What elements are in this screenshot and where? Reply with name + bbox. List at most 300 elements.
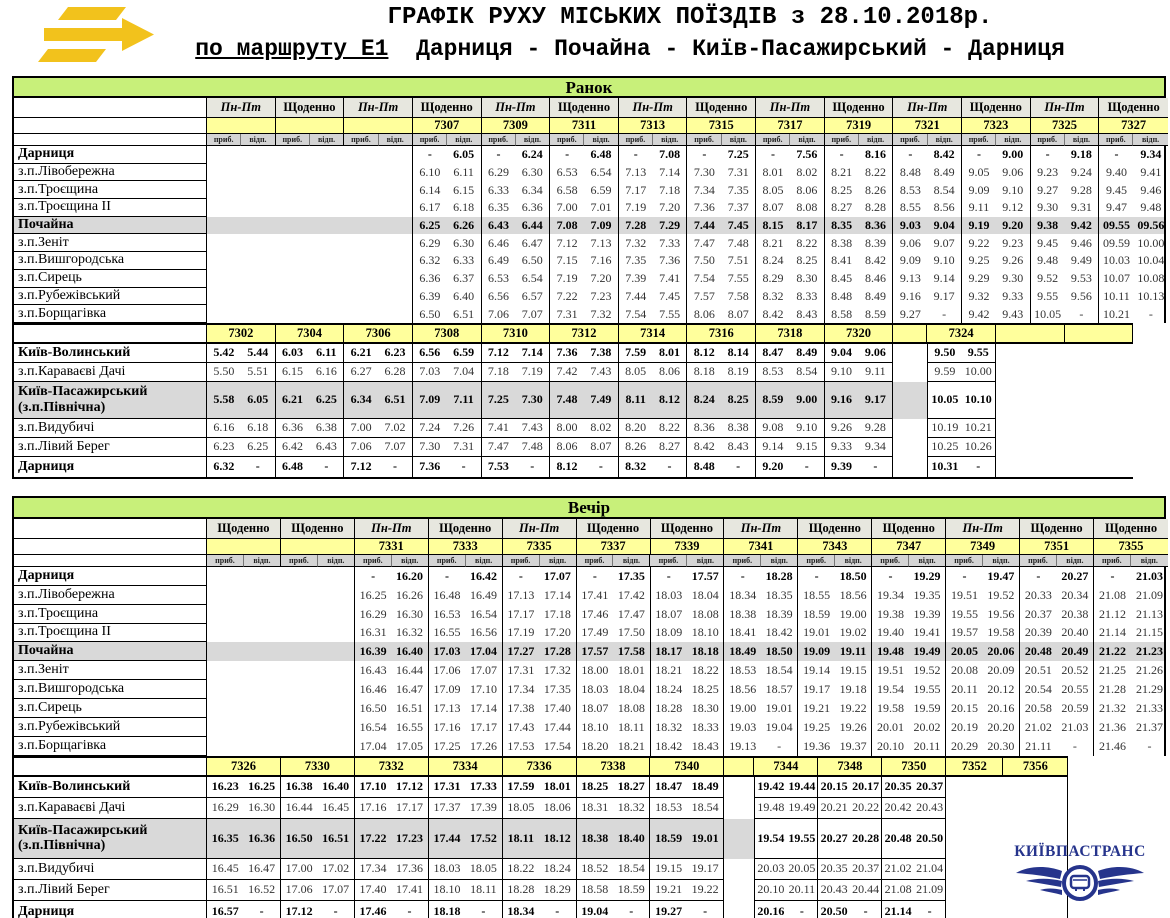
depart-label: відп. [653, 134, 687, 146]
arrival-time: 7.18 [487, 364, 509, 379]
arrival-time: 6.48 [282, 459, 304, 474]
departure-time: 18.12 [543, 830, 571, 845]
time-cell [482, 234, 551, 252]
time-cell [798, 680, 872, 699]
arrival-time: 10.21 [1102, 306, 1130, 321]
time-cell [756, 305, 825, 323]
depart-label: відп. [1065, 134, 1099, 146]
time-cell [207, 859, 281, 880]
time-cell [962, 252, 1031, 270]
departure-time: 16.30 [248, 800, 276, 815]
arrival-time: 18.56 [729, 682, 757, 697]
departure-time: 8.06 [658, 364, 680, 379]
arrival-time: 19.36 [803, 738, 831, 753]
departure-time: 16.40 [396, 644, 424, 659]
time-cell [413, 419, 482, 438]
blank-span-cell [207, 718, 355, 737]
departure-time: 18.01 [617, 663, 645, 678]
time-cell [651, 605, 725, 624]
departure-time: 17.26 [469, 738, 497, 753]
time-cell [687, 363, 756, 382]
route-stations: Дарниця - Почайна - Київ-Пасажирський - Дарниця [416, 36, 1065, 62]
depart-label: відп. [1057, 555, 1094, 567]
time-cell [1094, 699, 1168, 718]
arrival-time: 8.25 [831, 182, 853, 197]
departure-time: 8.22 [865, 165, 886, 180]
arrival-time: 7.00 [556, 200, 578, 215]
arrival-time: 19.14 [803, 663, 831, 678]
day-header-row [14, 519, 1164, 539]
train-number: 7337 [577, 539, 651, 555]
departure-time: 18.05 [469, 861, 497, 876]
arrival-time: 21.08 [884, 882, 912, 897]
time-cell [429, 567, 503, 586]
arrival-time: 9.45 [1037, 235, 1059, 250]
time-cell [619, 217, 688, 235]
arrival-time: 8.07 [762, 200, 784, 215]
time-cell [276, 419, 345, 438]
empty-cell [1065, 363, 1134, 382]
departure-time: 7.04 [453, 364, 475, 379]
arrival-time: 7.41 [487, 420, 509, 435]
time-cell [872, 567, 946, 586]
time-cell [1099, 252, 1168, 270]
arrival-time: 20.19 [950, 719, 978, 734]
arrival-time: 9.13 [899, 271, 921, 286]
time-cell [927, 419, 996, 438]
time-cell [1031, 164, 1100, 182]
arrival-time: 17.04 [359, 738, 387, 753]
arrival-time: 18.31 [581, 800, 609, 815]
arrival-time: 7.09 [419, 392, 441, 407]
departure-time: 19.37 [839, 738, 867, 753]
time-cell [429, 901, 503, 918]
arrival-time: 7.19 [625, 200, 647, 215]
departure-time: 20.12 [987, 682, 1015, 697]
day-label: Щоденно [1094, 519, 1168, 539]
arrival-time: 20.16 [757, 904, 785, 918]
empty-cell [724, 798, 754, 819]
departure-time: 18.54 [617, 861, 645, 876]
departure-time: 6.15 [453, 182, 475, 197]
arrival-time: 8.42 [762, 306, 784, 321]
time-cell [1099, 181, 1168, 199]
time-cell [503, 859, 577, 880]
arrival-time: 8.06 [693, 306, 715, 321]
departure-time: 9.07 [933, 235, 955, 250]
station-cell: з.п.Троєщина II [14, 624, 207, 643]
empty-cell [1065, 382, 1134, 419]
arrival-time: 21.46 [1099, 738, 1127, 753]
day-label: Пн-Пт [503, 519, 577, 539]
time-cell [946, 718, 1020, 737]
time-cell [577, 880, 651, 901]
station-cell: з.п.Сирець [14, 699, 207, 718]
arrival-time: 18.28 [655, 701, 683, 716]
arrival-time: 7.44 [693, 218, 715, 233]
empty-cell [893, 363, 927, 382]
arrival-time: 7.36 [556, 345, 578, 360]
arrival-time: 10.05 [931, 392, 959, 407]
train-number: 7336 [503, 758, 577, 775]
corner-cell [14, 325, 207, 342]
departure-time: 21.04 [916, 861, 944, 876]
departure-time: 8.59 [865, 306, 886, 321]
time-cell [550, 457, 619, 477]
time-cell [687, 164, 756, 182]
train-number: 7327 [1099, 118, 1168, 134]
time-cell [429, 586, 503, 605]
arrival-time: 19.48 [757, 800, 785, 815]
blank-span-cell [207, 661, 355, 680]
blank-span-cell [207, 288, 413, 306]
arrival-time: 7.30 [419, 439, 441, 454]
time-cell [577, 737, 651, 756]
time-cell [798, 642, 872, 661]
arrival-time: 20.50 [820, 904, 848, 918]
departure-time: 21.26 [1136, 663, 1164, 678]
arrival-time: 19.13 [729, 738, 757, 753]
empty-cell [946, 859, 1003, 880]
station-row [14, 252, 1164, 270]
arrival-time: 16.53 [433, 606, 461, 621]
arrival-time: 7.54 [693, 271, 715, 286]
time-cell [550, 181, 619, 199]
arrival-time: 6.50 [419, 306, 441, 321]
time-cell [550, 288, 619, 306]
departure-time: 6.36 [521, 200, 543, 215]
arrival-time: 17.06 [285, 882, 313, 897]
station-row [14, 344, 1133, 363]
time-cell [754, 798, 818, 819]
empty-cell [996, 363, 1065, 382]
time-cell [413, 146, 482, 164]
empty-cell [893, 419, 927, 438]
departure-time: 17.54 [543, 738, 571, 753]
day-label: Щоденно [281, 519, 355, 539]
time-cell [893, 199, 962, 217]
depart-label: відп. [516, 134, 550, 146]
time-cell [893, 288, 962, 306]
time-cell [550, 164, 619, 182]
depart-label: відп. [379, 134, 413, 146]
depart-label: відп. [722, 134, 756, 146]
arrival-time: 18.17 [655, 644, 683, 659]
departure-time: - [392, 459, 397, 474]
station-cell: з.п.Троєщина II [14, 199, 207, 217]
day-label: Щоденно [413, 98, 482, 118]
departure-time: 7.43 [521, 420, 543, 435]
depart-label: відп. [983, 555, 1020, 567]
empty-cell [946, 798, 1003, 819]
depart-label: відп. [687, 555, 724, 567]
blank-span-cell [207, 605, 355, 624]
departure-time: - [255, 459, 260, 474]
arrival-time: 9.16 [831, 392, 853, 407]
departure-time: 19.15 [839, 663, 867, 678]
arrival-time: 20.35 [820, 861, 848, 876]
departure-time: 8.17 [796, 218, 818, 233]
departure-time: 20.52 [1061, 663, 1089, 678]
time-cell [825, 305, 894, 323]
departure-time: 21.29 [1136, 682, 1164, 697]
day-label: Пн-Пт [946, 519, 1020, 539]
time-cell [872, 737, 946, 756]
departure-time: 18.50 [839, 568, 867, 583]
arrival-time: 6.33 [487, 182, 509, 197]
departure-time: 17.17 [469, 719, 497, 734]
arrival-time: 8.05 [625, 364, 647, 379]
time-cell [1099, 305, 1168, 323]
departure-time: 9.42 [1070, 218, 1092, 233]
arrival-time: 6.42 [282, 439, 304, 454]
train-number: 7325 [1031, 118, 1100, 134]
station-cell: з.п.Сирець [14, 270, 207, 288]
departure-time: 5.44 [247, 345, 269, 360]
departure-time: 20.09 [987, 663, 1015, 678]
arrival-time: 7.12 [350, 459, 372, 474]
arrival-time: 8.48 [899, 165, 921, 180]
corner-cell [14, 758, 207, 775]
train-number-row [14, 118, 1164, 134]
arrival-time: 9.06 [899, 235, 921, 250]
departure-time: 8.19 [727, 364, 749, 379]
empty-cell [893, 344, 927, 363]
arrival-time: 7.32 [625, 235, 647, 250]
arrival-time: 19.21 [803, 701, 831, 716]
time-cell [1094, 605, 1168, 624]
time-cell [825, 382, 894, 419]
depart-label: відп. [244, 555, 281, 567]
train-number: 7313 [619, 118, 688, 134]
time-cell [825, 146, 894, 164]
departure-time: 18.04 [617, 682, 645, 697]
departure-time: 18.24 [543, 861, 571, 876]
time-cell [1094, 624, 1168, 643]
upper-grid-evening [12, 519, 1166, 756]
empty-cell [1003, 777, 1068, 798]
departure-time: 16.52 [248, 882, 276, 897]
departure-time: 6.59 [453, 345, 475, 360]
departure-time: - [777, 738, 782, 753]
departure-time: 20.16 [987, 701, 1015, 716]
departure-time: 18.06 [543, 800, 571, 815]
arrival-time: 20.48 [884, 830, 912, 845]
time-cell [482, 382, 551, 419]
arrival-time: 8.01 [762, 165, 784, 180]
corner-cell [14, 134, 207, 146]
arrival-time: 20.21 [820, 800, 848, 815]
arrival-time: - [976, 147, 981, 162]
train-number: 7351 [1020, 539, 1094, 555]
arrival-time: 16.55 [433, 625, 461, 640]
departure-time: 18.29 [543, 882, 571, 897]
station-cell: з.п.Вишгородська [14, 252, 207, 270]
departure-time: 7.18 [659, 182, 681, 197]
station-row [14, 164, 1164, 182]
departure-time: - [1147, 738, 1152, 753]
arrival-time: 21.08 [1099, 587, 1127, 602]
time-cell [687, 252, 756, 270]
train-number-row-lower [14, 756, 1068, 777]
departure-time: - [598, 459, 603, 474]
time-cell [482, 270, 551, 288]
time-cell [429, 699, 503, 718]
station-cell: Почайна [14, 642, 207, 661]
lower-grid-evening [12, 756, 1166, 918]
arrival-time: 20.15 [950, 701, 978, 716]
departure-time: 8.49 [865, 288, 886, 303]
departure-time: 17.42 [617, 587, 645, 602]
empty-cell [724, 880, 754, 901]
time-cell [650, 819, 724, 859]
time-cell [550, 217, 619, 235]
departure-time: 20.11 [913, 738, 941, 753]
arrival-time: 8.42 [693, 439, 715, 454]
time-cell [687, 217, 756, 235]
arrival-time: 17.03 [433, 644, 461, 659]
time-cell [962, 199, 1031, 217]
arrival-time: 17.13 [433, 701, 461, 716]
departure-time: 7.30 [521, 392, 543, 407]
departure-time: 7.09 [590, 218, 612, 233]
arrival-time: 8.53 [762, 364, 784, 379]
time-cell [893, 305, 962, 323]
arrival-time: 8.26 [625, 439, 647, 454]
depart-label: відп. [466, 555, 503, 567]
arrival-time: 17.57 [581, 644, 609, 659]
departure-time: 20.43 [916, 800, 944, 815]
departure-time: 17.32 [543, 663, 571, 678]
departure-time: 18.32 [617, 800, 645, 815]
blank-span-cell [207, 586, 355, 605]
arrival-time: 20.15 [820, 779, 848, 794]
arrival-time: 10.11 [1103, 288, 1130, 303]
departure-time: 21.13 [1136, 606, 1164, 621]
day-label: Щоденно [687, 98, 756, 118]
arrival-time: 18.07 [581, 701, 609, 716]
station-cell: з.п.Вишгородська [14, 680, 207, 699]
time-cell [756, 457, 825, 477]
arrival-time: - [1110, 568, 1115, 583]
time-cell [577, 624, 651, 643]
arrive-label: приб. [893, 134, 927, 146]
arrival-time: 6.21 [282, 392, 304, 407]
train-number [276, 118, 345, 134]
departure-time: 16.55 [396, 719, 424, 734]
day-label: Щоденно [651, 519, 725, 539]
departure-time: 6.05 [453, 147, 475, 162]
blank-span-cell [207, 146, 413, 164]
day-label: Щоденно [550, 98, 619, 118]
arrival-time: 18.09 [655, 625, 683, 640]
station-cell: з.п.Троєщина [14, 181, 207, 199]
time-cell [1099, 164, 1168, 182]
station-row [14, 901, 1068, 918]
departure-time: 16.54 [469, 606, 497, 621]
arrival-time: 19.25 [803, 719, 831, 734]
departure-time: 8.07 [727, 306, 749, 321]
departure-time: 18.30 [691, 701, 719, 716]
departure-time: 8.28 [865, 200, 886, 215]
time-cell [1031, 199, 1100, 217]
train-number: 7310 [482, 325, 551, 342]
time-cell [207, 777, 281, 798]
arrival-time: 18.03 [433, 861, 461, 876]
section-title-morning: Ранок [12, 76, 1166, 98]
train-number: 7317 [756, 118, 825, 134]
arrival-time: 20.05 [950, 644, 978, 659]
arrival-time: 6.29 [419, 235, 441, 250]
time-cell [756, 181, 825, 199]
time-cell [882, 880, 946, 901]
departure-time: 16.49 [469, 587, 497, 602]
departure-time: 8.27 [658, 439, 680, 454]
arrival-time: 7.36 [419, 459, 441, 474]
time-cell [754, 901, 818, 918]
arrival-time: 8.27 [831, 200, 853, 215]
time-cell [619, 181, 688, 199]
arrival-time: 8.18 [693, 364, 715, 379]
time-cell [344, 438, 413, 457]
time-cell [1099, 146, 1168, 164]
arrival-time: 9.50 [934, 345, 956, 360]
station-cell: з.п.Борщагівка [14, 305, 207, 323]
arrival-time: 18.03 [655, 587, 683, 602]
time-cell [1020, 718, 1094, 737]
arrival-time: 17.46 [581, 606, 609, 621]
time-cell [413, 234, 482, 252]
arrival-time: 18.38 [729, 606, 757, 621]
time-cell [550, 252, 619, 270]
arrive-label: приб. [1020, 555, 1057, 567]
arrival-time: 21.14 [1099, 625, 1127, 640]
time-cell [927, 344, 996, 363]
empty-cell [946, 777, 1003, 798]
departure-time: 6.44 [521, 218, 543, 233]
station-row [14, 718, 1164, 737]
departure-time: 20.37 [852, 861, 880, 876]
arrival-time: 16.57 [211, 904, 239, 918]
departure-time: 16.32 [396, 625, 424, 640]
departure-time: 7.58 [727, 288, 749, 303]
departure-time: 21.03 [1136, 568, 1164, 583]
time-cell [344, 419, 413, 438]
depart-label: відп. [392, 555, 429, 567]
kyivpastrans-logo [1000, 843, 1160, 910]
depart-label: відп. [584, 134, 618, 146]
departure-time: 17.28 [543, 644, 571, 659]
time-cell [927, 382, 996, 419]
departure-time: 16.40 [322, 779, 350, 794]
station-cell: Почайна [14, 217, 207, 235]
arrival-time: 6.49 [487, 253, 509, 268]
departure-time: 6.18 [453, 200, 475, 215]
time-cell [825, 217, 894, 235]
departure-time: 8.38 [727, 420, 749, 435]
arrival-time: 6.36 [282, 420, 304, 435]
arrival-time: 18.59 [655, 830, 683, 845]
time-cell [207, 880, 281, 901]
arrival-time: 19.01 [803, 625, 831, 640]
departure-time: 18.43 [691, 738, 719, 753]
time-cell [355, 680, 429, 699]
time-cell [503, 718, 577, 737]
departure-time: 17.14 [469, 701, 497, 716]
time-cell [207, 344, 276, 363]
time-cell [413, 164, 482, 182]
corner-cell [14, 519, 207, 539]
